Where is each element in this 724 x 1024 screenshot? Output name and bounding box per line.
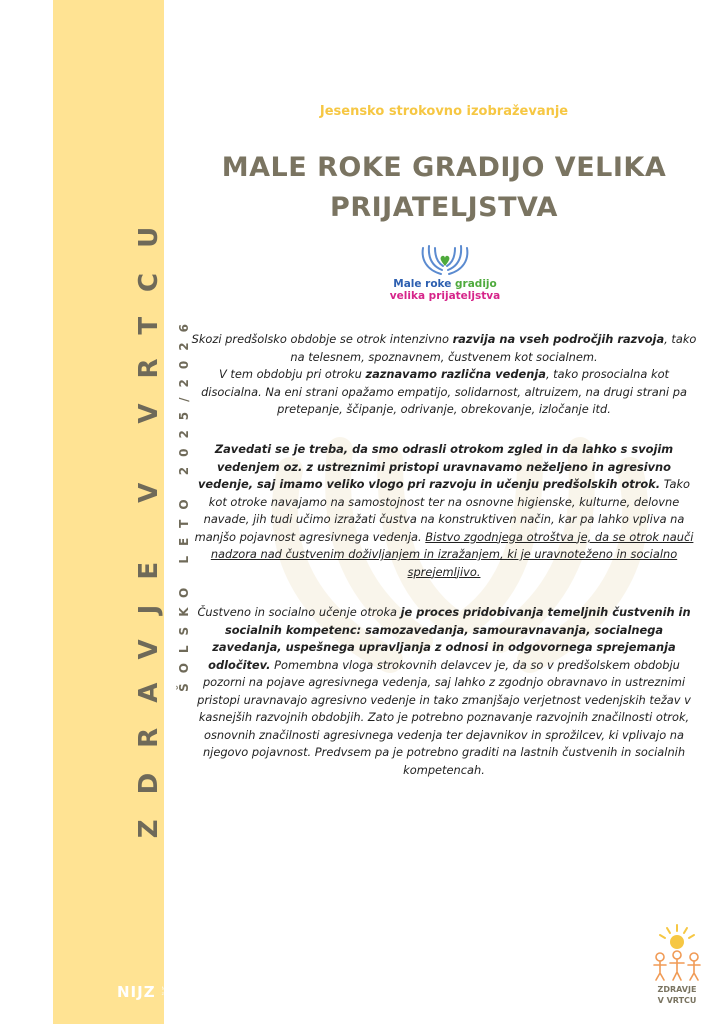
sidebar-title: ZDRAVJE V VRTCU bbox=[134, 201, 164, 839]
nijz-logo-mark: NIJZ bbox=[117, 983, 156, 1001]
corner-logo-line-1: ZDRAVJE bbox=[657, 985, 697, 994]
hands-heart-icon bbox=[415, 244, 475, 278]
nijz-logo-text: Nacionalni inštitut za javno zdravje bbox=[161, 987, 203, 997]
zdravje-v-vrtcu-logo bbox=[640, 923, 714, 1013]
p1-text-3: V tem obdobju pri otroku bbox=[218, 367, 366, 381]
p1-text-1: Skozi predšolsko obdobje se otrok intenzivno bbox=[191, 332, 453, 346]
p3-text-1: Čustveno in socialno učenje otroka bbox=[197, 605, 401, 619]
event-logo-line-2: velika prijateljstva bbox=[389, 290, 501, 302]
title-line-2: PRIJATELJSTVA bbox=[330, 192, 558, 223]
subtitle: Jesensko strokovno izobraževanje bbox=[319, 104, 569, 119]
sun-children-icon bbox=[640, 923, 714, 983]
p3-text-2: Pomembna vloga strokovnih delavcev je, da so v predšolskem obdobju pozorni na pojave agresivnega vedenja, saj lahko z zgodnjo obravnavo in ustreznimi pristopi uravnavajo agresivno vedenje in tako zmanjšajo verjetnost vedenjskih težav v kasnejših razvojnih obdobjih. Zato je potrebno poznavanje razvojnih značilnosti otrok, osnovnih značilnosti agresivnega vedenja ter dejavnikov in sprožilcev, ki vplivajo na njegovo pojavnost. Predvsem pa je potrebno graditi na lastnih čustvenih in socialnih kompetencah. bbox=[197, 657, 691, 777]
p1-bold-2: zaznavamo različna vedenja bbox=[365, 367, 546, 381]
corner-logo-line-2: V VRTCU bbox=[657, 996, 697, 1005]
page-title bbox=[190, 148, 698, 228]
p1-bold-1: razvija na vseh področjih razvoja bbox=[452, 332, 665, 346]
event-logo-text-b: gradijo bbox=[455, 278, 497, 290]
title-line-1: MALE ROKE GRADIJO VELIKA bbox=[221, 152, 667, 183]
paragraph-1 bbox=[190, 331, 698, 419]
p3-bold-1: je proces pridobivanja temeljnih čustvenih in socialnih kompetenc: samozavedanja, samouravnavanja, socialnega zavedanja, uspešnega upravljanja z odnosi in odgovornega sprejemanja odločitev. bbox=[208, 605, 691, 672]
event-logo-text-a: Male roke bbox=[393, 278, 456, 290]
p1-text-2: , tako na telesnem, spoznavnem, čustvenem kot socialnem. bbox=[290, 332, 697, 364]
p1-text-4: , tako prosocialna kot disocialna. Na eni strani opažamo empatijo, solidarnost, altruizem, na drugi strani pa pretepanje, ščipanje, odrivanje, obrekovanje, izločanje itd. bbox=[201, 367, 687, 416]
event-logo-line-1 bbox=[380, 278, 510, 290]
p2-text-1: Tako kot otroke navajamo na samostojnost ter na osnovne higienske, kulturne, delovne navade, jih tudi učimo izražati čustva na konstruktiven način, kar pa lahko vpliva na manjšo pojavnost agresivnega vedenja. bbox=[194, 477, 691, 544]
main-content bbox=[190, 0, 698, 1024]
paragraph-2 bbox=[190, 441, 698, 581]
event-logo bbox=[380, 244, 510, 306]
zdravje-v-vrtcu-text bbox=[640, 984, 714, 1006]
sidebar bbox=[53, 0, 203, 1024]
school-year-label: ŠOLSKO LETO 2025/2026 bbox=[177, 314, 191, 692]
p2-underlined-1: Bistvo zgodnjega otroštva je, da se otrok nauči nadzora nad čustvenim doživljanjem in izražanjem, ki je uravnoteženo in socialno sprejemljivo. bbox=[210, 529, 694, 579]
p2-bold-1: Zavedati se je treba, da smo odrasli otrokom zgled in da lahko s svojim vedenjem oz. z ustreznimi pristopi uravnavamo neželjeno in agresivno vedenje, saj imamo veliko vlogo pri razvoju in učenju predšolskih otrok. bbox=[197, 442, 674, 491]
paragraph-3 bbox=[190, 604, 698, 779]
